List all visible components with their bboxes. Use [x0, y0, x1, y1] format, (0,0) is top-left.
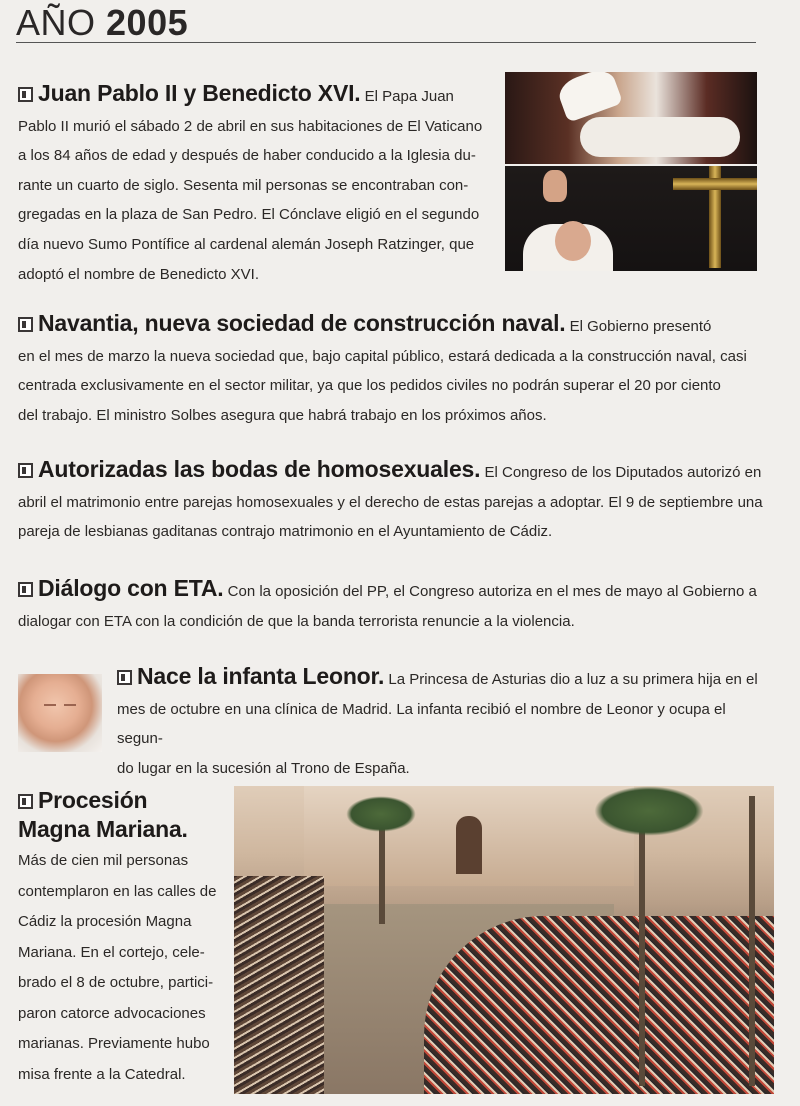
text-line: abril el matrimonio entre parejas homosexuales y el derecho de estas parejas a adoptar. El 9 de septiembre una	[18, 493, 763, 511]
text-line: do lugar en la sucesión al Trono de España.	[117, 759, 410, 777]
article-eta	[18, 574, 768, 636]
processional-cross-arm	[673, 178, 757, 190]
crowd-left-shape	[234, 876, 324, 1094]
crowd-shape	[424, 916, 774, 1094]
face-shape	[555, 221, 591, 261]
text-line: a los 84 años de edad y después de haber conducido a la Iglesia du-	[18, 147, 476, 165]
text-line: paron catorce advocaciones	[18, 1004, 206, 1022]
text-line: El Papa Juan	[364, 88, 454, 105]
article-navantia	[18, 309, 763, 430]
text-line: día nuevo Sumo Pontífice al cardenal alemán Joseph Ratzinger, que	[18, 235, 475, 253]
text-line: El Congreso de los Diputados autorizó en	[484, 464, 762, 481]
square-bullet-icon	[18, 317, 33, 332]
page-title-label: AÑO	[16, 2, 96, 43]
article-procesion-headline	[18, 786, 228, 844]
pope-benedict-waving-photo	[505, 166, 757, 271]
text-line: del trabajo. El ministro Solbes asegura que habrá trabajo en los próximos años.	[18, 406, 547, 424]
cathedral-door-shape	[456, 816, 482, 874]
text-line: misa frente a la Catedral.	[18, 1065, 186, 1083]
article-pope-body	[18, 79, 488, 289]
article-procesion-body	[18, 846, 228, 1090]
robe-shape	[580, 117, 740, 157]
text-line: dialogar con ETA con la condición de que la banda terrorista renuncie a la violencia.	[18, 612, 575, 630]
text-line: Pablo II murió el sábado 2 de abril en sus habitaciones de El Vaticano	[18, 117, 483, 135]
article-pope-headline: Juan Pablo II y Benedicto XVI.	[38, 80, 361, 106]
text-line: mes de octubre en una clínica de Madrid. La infanta recibió el nombre de Leonor y ocupa el segun-	[117, 700, 726, 748]
palm-trunk-shape	[639, 806, 645, 1086]
text-line: El Gobierno presentó	[569, 318, 712, 335]
cathedral-square-procession-photo	[234, 786, 774, 1094]
article-navantia-headline: Navantia, nueva sociedad de construcción naval.	[38, 310, 566, 336]
square-bullet-icon	[18, 794, 33, 809]
text-line: contemplaron en las calles de	[18, 882, 217, 900]
text-line: Mariana. En el cortejo, cele-	[18, 943, 205, 961]
headline-line: Magna Mariana.	[18, 816, 188, 842]
text-line: rante un cuarto de siglo. Sesenta mil personas se encontraban con-	[18, 176, 469, 194]
text-line: pareja de lesbianas gaditanas contrajo matrimonio en el Ayuntamiento de Cádiz.	[18, 523, 553, 541]
text-line: La Princesa de Asturias dio a luz a su primera hija en el	[388, 671, 758, 688]
palm-frond-shape	[346, 796, 416, 832]
article-procesion	[18, 786, 228, 1090]
text-line: Cádiz la procesión Magna	[18, 913, 192, 930]
closed-eye-shape	[44, 704, 56, 706]
headline-line: Procesión	[38, 787, 148, 813]
article-bodas-headline: Autorizadas las bodas de homosexuales.	[38, 456, 481, 482]
article-leonor	[117, 662, 772, 783]
text-line: adoptó el nombre de Benedicto XVI.	[18, 265, 259, 283]
article-leonor-body	[117, 662, 772, 783]
article-eta-headline: Diálogo con ETA.	[38, 575, 224, 601]
page-title	[16, 4, 188, 42]
text-line: Más de cien mil personas	[18, 852, 189, 869]
text-line: marianas. Previamente hubo	[18, 1035, 210, 1052]
pope-lying-in-state-photo	[505, 72, 757, 164]
square-bullet-icon	[18, 463, 33, 478]
hand-shape	[543, 170, 567, 202]
mitre-shape	[555, 72, 623, 123]
closed-eye-shape	[64, 704, 76, 706]
square-bullet-icon	[18, 582, 33, 597]
article-pope	[18, 79, 488, 289]
square-bullet-icon	[117, 670, 132, 685]
page-title-year: 2005	[106, 2, 189, 43]
square-bullet-icon	[18, 87, 33, 102]
palm-trunk-shape	[749, 796, 755, 1086]
article-bodas-body	[18, 455, 768, 547]
text-line: en el mes de marzo la nueva sociedad que, bajo capital público, estará dedicada a la construcción naval, casi	[18, 347, 747, 365]
text-line: brado el 8 de octubre, partici-	[18, 974, 214, 991]
newborn-infanta-photo	[18, 674, 102, 752]
article-navantia-body	[18, 309, 763, 430]
article-leonor-headline: Nace la infanta Leonor.	[137, 663, 385, 689]
text-line: centrada exclusivamente en el sector militar, ya que los pedidos civiles no podrán superar el 20 por ciento	[18, 377, 721, 395]
palm-frond-shape	[594, 786, 704, 836]
text-line: Con la oposición del PP, el Congreso autoriza en el mes de mayo al Gobierno a	[227, 583, 757, 600]
text-line: gregadas en la plaza de San Pedro. El Cónclave eligió en el segundo	[18, 206, 480, 224]
page-header	[16, 2, 756, 43]
article-bodas	[18, 455, 768, 547]
article-eta-body	[18, 574, 768, 636]
